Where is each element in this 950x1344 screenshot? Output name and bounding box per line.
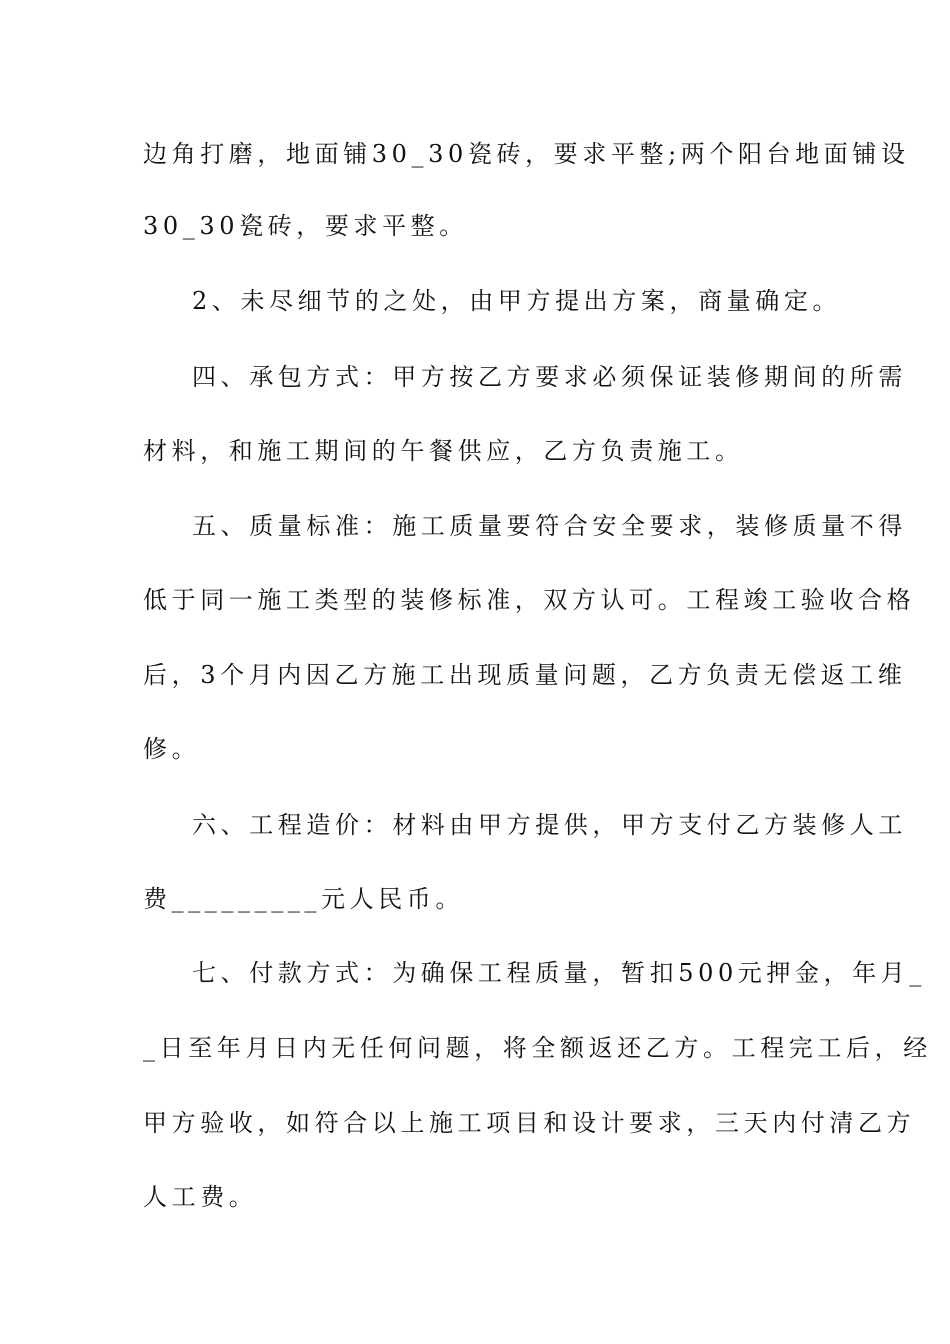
text-line: 材料，和施工期间的午餐供应，乙方负责施工。 xyxy=(143,437,744,465)
text-line: 2、未尽细节的之处，由甲方提出方案，商量确定。 xyxy=(192,287,842,315)
text-line: 甲方验收，如符合以上施工项目和设计要求，三天内付清乙方 xyxy=(143,1109,916,1137)
text-line: 六、工程造价：材料由甲方提供，甲方支付乙方装修人工 xyxy=(192,811,907,839)
text-line: _日至年月日内无任何问题，将全额返还乙方。工程完工后，经 xyxy=(143,1034,932,1062)
text-line: 修。 xyxy=(143,735,201,763)
text-line: 四、承包方式：甲方按乙方要求必须保证装修期间的所需 xyxy=(192,363,907,391)
text-line: 五、质量标准：施工质量要符合安全要求，装修质量不得 xyxy=(192,512,907,540)
text-line: 费_________元人民币。 xyxy=(143,885,464,913)
text-line: 七、付款方式：为确保工程质量，暂扣500元押金，年月_ xyxy=(192,959,927,987)
text-line: 人工费。 xyxy=(143,1183,258,1211)
text-line: 后，3个月内因乙方施工出现质量问题，乙方负责无偿返工维 xyxy=(143,661,907,689)
text-line: 边角打磨，地面铺30_30瓷砖，要求平整;两个阳台地面铺设 xyxy=(143,140,910,168)
text-line: 低于同一施工类型的装修标准，双方认可。工程竣工验收合格 xyxy=(143,586,916,614)
text-line: 30_30瓷砖，要求平整。 xyxy=(143,212,468,240)
